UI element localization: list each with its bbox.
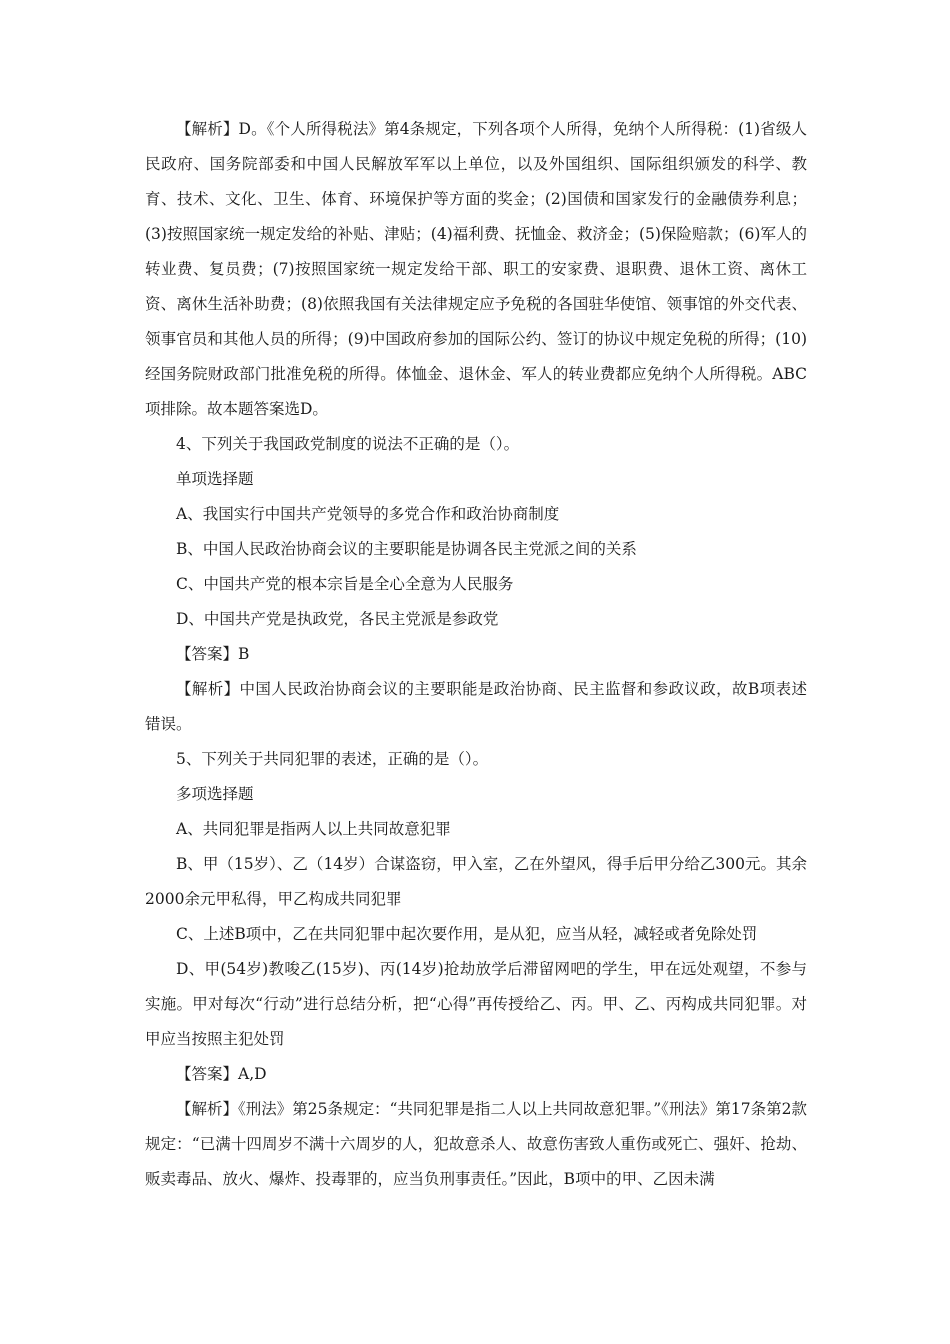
q5-option-a: A、共同犯罪是指两人以上共同故意犯罪 (176, 820, 451, 838)
q4-option-a: A、我国实行中国共产党领导的多党合作和政治协商制度 (176, 505, 560, 523)
q5-option-b: B、甲（15岁）、乙（14岁）合谋盗窃，甲入室，乙在外望风，得手后甲分给乙300元。其余2000余元甲私得，甲乙构成共同犯罪 (145, 855, 807, 908)
q4-question-type: 单项选择题 (176, 470, 254, 488)
q3-analysis-paragraph: 【解析】D。《个人所得税法》第4条规定，下列各项个人所得，免纳个人所得税：(1)省级人民政府、国务院部委和中国人民解放军军以上单位，以及外国组织、国际组织颁发的科学、教育、技术、文化、卫生、体育、环境保护等方面的奖金；(2)国债和国家发行的金融债券利息；(3)按照国家统一规定发给的补贴、津贴；(4)福利费、抚恤金、救济金；(5)保险赔款；(6)军人的转业费、复员费；(7)按照国家统一规定发给干部、职工的安家费、退职费、退休工资、离休工资、离休生活补助费；(8)依照我国有关法律规定应予免税的各国驻华使馆、领事馆的外交代表、领事官员和其他人员的所得；(9)中国政府参加的国际公约、签订的协议中规定免税的所得；(10)经国务院财政部门批准免税的所得。体恤金、退休金、军人的转业费都应免纳个人所得税。ABC项排除。故本题答案选D。 (145, 120, 807, 418)
q4-analysis-paragraph: 【解析】中国人民政治协商会议的主要职能是政治协商、民主监督和参政议政，故B项表述错误。 (145, 680, 807, 733)
q5-question-stem: 5、下列关于共同犯罪的表述，正确的是（）。 (176, 750, 489, 768)
q4-option-d: D、中国共产党是执政党，各民主党派是参政党 (176, 610, 499, 628)
q5-analysis-paragraph: 【解析】《刑法》第25条规定：“共同犯罪是指二人以上共同故意犯罪。”《刑法》第17条第2款规定：“已满十四周岁不满十六周岁的人，犯故意杀人、故意伤害致人重伤或死亡、强奸、抢劫、贩卖毒品、放火、爆炸、投毒罪的，应当负刑事责任。”因此，B项中的甲、乙因未满 (145, 1100, 807, 1188)
q5-option-c: C、上述B项中，乙在共同犯罪中起次要作用，是从犯，应当从轻，减轻或者免除处罚 (176, 925, 758, 943)
q4-option-b: B、中国人民政治协商会议的主要职能是协调各民主党派之间的关系 (176, 540, 637, 558)
document-body (145, 112, 807, 1197)
q5-question-type: 多项选择题 (176, 785, 254, 803)
q4-answer: 【答案】B (176, 645, 250, 663)
q5-option-d: D、甲(54岁)教唆乙(15岁)、丙(14岁)抢劫放学后滞留网吧的学生，甲在远处观望，不参与实施。甲对每次“行动”进行总结分析，把“心得”再传授给乙、丙。甲、乙、丙构成共同犯罪。对甲应当按照主犯处罚 (145, 960, 807, 1048)
q4-option-c: C、中国共产党的根本宗旨是全心全意为人民服务 (176, 575, 514, 593)
q5-answer: 【答案】A,D (176, 1065, 267, 1083)
q4-question-stem: 4、下列关于我国政党制度的说法不正确的是（）。 (176, 435, 520, 453)
